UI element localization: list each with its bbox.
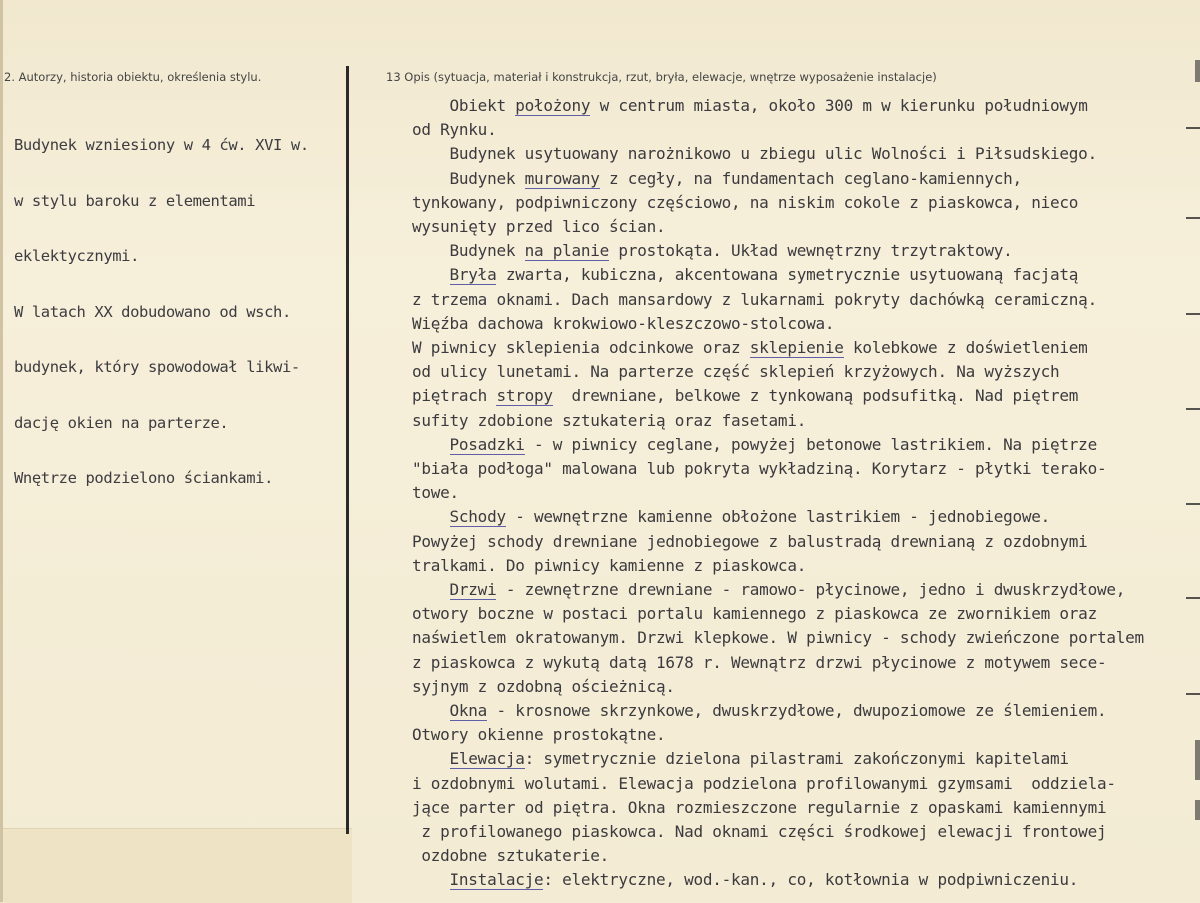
- edge-bar: [1195, 800, 1200, 820]
- description-line: [412, 556, 806, 575]
- edge-mark: [1186, 408, 1200, 410]
- description-line: [412, 411, 806, 430]
- description-line: [412, 774, 1116, 793]
- line-text: towe.: [412, 483, 459, 503]
- column-divider: [346, 66, 349, 834]
- line-text: Budynek: [412, 241, 525, 261]
- underlined-heading: na planie: [524, 241, 610, 261]
- description-line: [412, 217, 665, 236]
- description-line: [412, 120, 496, 139]
- description-body: [412, 0, 1192, 902]
- line-text: Więźba dachowa krokwiowo-kleszczowo-stolcowa.: [412, 313, 835, 333]
- left-column-header: 2. Autorzy, historia obiektu, określenia stylu.: [4, 70, 262, 84]
- line-text: otwory boczne w postaci portalu kamiennego z piaskowca ze zwornikiem oraz: [412, 604, 1097, 624]
- line-text: tralkami. Do piwnicy kamienne z piaskowca.: [412, 555, 807, 575]
- line-text: z cegły, na fundamentach ceglano-kamiennych,: [599, 168, 1022, 188]
- paper-fold: [0, 828, 352, 903]
- line-text: [412, 749, 450, 768]
- line-text: wysunięty przed lico ścian.: [412, 217, 666, 236]
- description-line: [412, 846, 609, 865]
- line-text: [412, 870, 450, 889]
- line-text: kolebkowe z doświetleniem: [843, 338, 1088, 357]
- line-text: [412, 580, 450, 599]
- line-text: Budynek: [412, 168, 525, 188]
- line-text: syjnym z ozdobną ościeżnicą.: [412, 676, 675, 696]
- description-line: [412, 604, 1097, 623]
- left-text-line: Budynek wzniesiony w 4 ćw. XVI w.: [14, 136, 309, 154]
- edge-mark: [1186, 503, 1200, 505]
- line-text: [412, 701, 450, 720]
- description-line: [412, 265, 1078, 284]
- line-text: zwarta, kubiczna, akcentowana symetrycznie usytuowaną facjatą: [496, 265, 1079, 285]
- line-text: [412, 265, 450, 284]
- description-line: [412, 362, 1059, 381]
- underlined-heading: położony: [515, 96, 591, 115]
- edge-mark: [1186, 313, 1200, 315]
- description-line: [412, 338, 1088, 357]
- line-text: tynkowany, podpiwniczony częściowo, na niskim cokole z piaskowca, nieco: [412, 192, 1079, 212]
- line-text: - wewnętrzne kamienne obłożone lastrikiem - jednobiegowe.: [505, 507, 1051, 527]
- left-text-line: eklektycznymi.: [14, 247, 140, 265]
- underlined-heading: Drzwi: [449, 580, 497, 599]
- description-line: [412, 653, 1106, 672]
- line-text: drewniane, belkowe z tynkowaną podsufitką. Nad piętrem: [552, 386, 1079, 406]
- description-line: [412, 169, 1022, 188]
- line-text: : elektryczne, wod.-kan., co, kotłownia w podpiwniczeniu.: [543, 870, 1079, 890]
- description-line: [412, 314, 834, 333]
- left-text-line: dację okien na parterze.: [14, 413, 229, 432]
- line-text: "biała podłoga" malowana lub pokryta wykładziną. Korytarz - płytki terako-: [412, 459, 1107, 478]
- line-text: w centrum miasta, około 300 m w kierunku południowym: [590, 96, 1088, 115]
- edge-mark: [1186, 127, 1200, 129]
- edge-bar: [1195, 60, 1200, 82]
- line-text: W piwnicy sklepienia odcinkowe oraz: [412, 338, 750, 357]
- description-line: [412, 870, 1078, 889]
- description-line: [412, 798, 1106, 817]
- edge-mark: [1186, 217, 1200, 219]
- underlined-heading: murowany: [524, 168, 600, 188]
- line-text: z profilowanego piaskowca. Nad oknami części środkowej elewacji frontowej: [412, 822, 1107, 841]
- line-text: Otwory okienne prostokątne.: [412, 725, 666, 745]
- description-line: [412, 677, 675, 696]
- line-text: z trzema oknami. Dach mansardowy z lukarnami pokryty dachówką ceramiczną.: [412, 289, 1097, 309]
- description-line: [412, 193, 1078, 212]
- line-text: z piaskowca z wykutą datą 1678 r. Wewnątrz drzwi płycinowe z motywem sece-: [412, 652, 1107, 672]
- line-text: Budynek usytuowany narożnikowo u zbiegu ulic Wolności i Piłsudskiego.: [412, 144, 1097, 164]
- line-text: - zewnętrzne drewniane - ramowo- płycinowe, jedno i dwuskrzydłowe,: [496, 580, 1126, 599]
- line-text: - krosnowe skrzynkowe, dwuskrzydłowe, dwupoziomowe ze ślemieniem.: [487, 701, 1107, 720]
- description-line: [412, 822, 1106, 841]
- description-line: [412, 459, 1106, 478]
- underlined-heading: Schody: [449, 507, 506, 527]
- line-text: - w piwnicy ceglane, powyżej betonowe lastrikiem. Na piętrze: [524, 434, 1097, 454]
- underlined-heading: sklepienie: [749, 338, 844, 357]
- underlined-heading: Bryła: [449, 265, 497, 285]
- line-text: sufity zdobione sztukaterią oraz fasetami.: [412, 410, 807, 430]
- line-text: piętrach: [412, 386, 497, 406]
- left-text-line: w stylu baroku z elementami: [14, 191, 256, 210]
- line-text: od Rynku.: [412, 120, 497, 140]
- line-text: [412, 435, 450, 454]
- edge-bar: [1195, 740, 1200, 780]
- line-text: od ulicy lunetami. Na parterze część sklepień krzyżowych. Na wyższych: [412, 362, 1060, 382]
- left-text-line: budynek, który spowodował likwi-: [14, 358, 300, 376]
- underlined-heading: Instalacje: [449, 870, 544, 890]
- left-text-line: W latach XX dobudowano od wsch.: [14, 302, 291, 321]
- edge-mark: [1186, 597, 1200, 599]
- line-text: Powyżej schody drewniane jednobiegowe z balustradą drewnianą z ozdobnymi: [412, 531, 1088, 551]
- description-line: [412, 290, 1097, 309]
- description-line: [412, 507, 1050, 526]
- underlined-heading: Posadzki: [449, 434, 525, 454]
- line-text: ozdobne sztukaterie.: [412, 846, 610, 866]
- description-line: [412, 580, 1125, 599]
- line-text: naświetlem okratowanym. Drzwi klepkowe. W piwnicy - schody zwieńczone portalem: [412, 628, 1144, 648]
- description-line: [412, 435, 1097, 454]
- description-line: [412, 725, 665, 744]
- line-text: i ozdobnymi wolutami. Elewacja podzielona profilowanymi gzymsami oddziela-: [412, 773, 1116, 793]
- description-line: [412, 532, 1088, 551]
- line-text: jące parter od piętra. Okna rozmieszczone regularnie z opaskami kamiennymi: [412, 797, 1107, 817]
- line-text: prostokąta. Układ wewnętrzny trzytraktowy.: [609, 241, 1013, 261]
- description-line: [412, 749, 1069, 768]
- description-line: [412, 483, 459, 502]
- description-line: [412, 96, 1088, 115]
- description-line: [412, 628, 1144, 647]
- line-text: Obiekt: [412, 96, 516, 115]
- description-line: [412, 386, 1078, 405]
- description-line: [412, 144, 1097, 163]
- underlined-heading: Okna: [449, 701, 488, 720]
- edge-mark: [1186, 693, 1200, 695]
- left-text-line: Wnętrze podzielono ściankami.: [14, 469, 274, 487]
- description-line: [412, 701, 1106, 720]
- description-line: [412, 241, 1013, 260]
- line-text: : symetrycznie dzielona pilastrami zakończonymi kapitelami: [524, 749, 1069, 769]
- underlined-heading: Elewacja: [449, 749, 525, 769]
- left-column-text: [14, 99, 309, 506]
- line-text: [412, 507, 450, 526]
- left-margin-edge: [0, 0, 3, 902]
- right-column-header: 13 Opis (sytuacja, materiał i konstrukcja, rzut, bryła, elewacje, wnętrze wyposażenie instalacje): [386, 70, 937, 84]
- underlined-heading: stropy: [496, 386, 553, 406]
